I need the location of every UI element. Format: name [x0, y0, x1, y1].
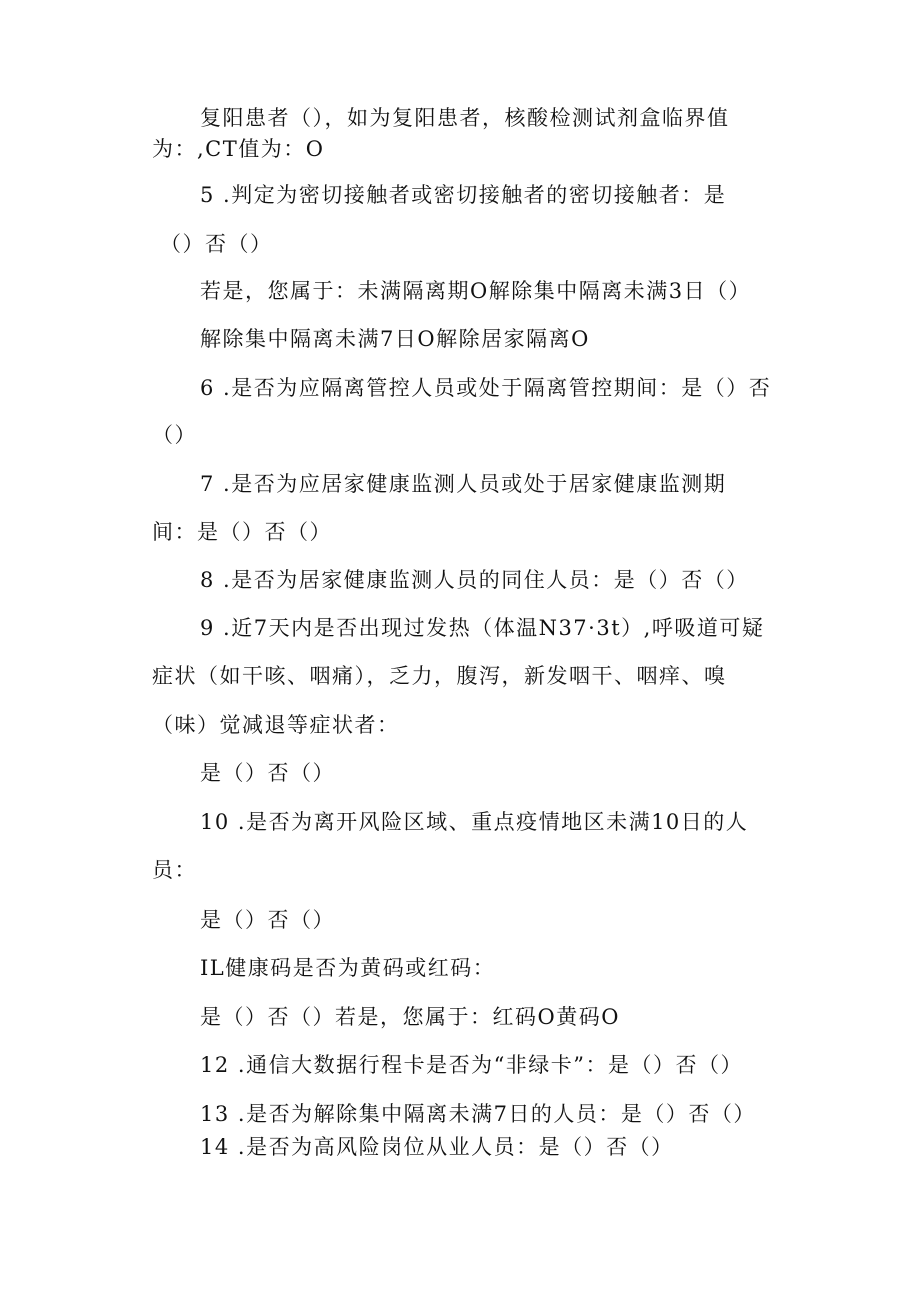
text-line-11: 8 .是否为居家健康监测人员的同住人员：是（）否（） [200, 568, 749, 592]
text-line-9: 7 .是否为应居家健康监测人员或处于居家健康监测期 [200, 472, 727, 496]
text-line-2: 为：,CT值为：O [152, 137, 325, 161]
text-line-15: 是（）否（） [200, 761, 335, 785]
text-line-17: 员： [152, 858, 197, 882]
text-line-5: 若是，您属于：未满隔离期O解除集中隔离未满3日（） [200, 279, 752, 303]
text-line-12: 9 .近7天内是否出现过发热（体温N37·3t）,呼吸道可疑 [200, 616, 765, 640]
text-line-7: 6 .是否为应隔离管控人员或处于隔离管控期间：是（）否 [200, 376, 772, 400]
text-line-16: 10 .是否为离开风险区域、重点疫情地区未满10日的人 [200, 810, 749, 834]
text-line-13: 症状（如干咳、咽痛），乏力，腹泻，新发咽干、咽痒、嗅 [152, 664, 727, 688]
text-line-19: IL健康码是否为黄码或红码： [200, 956, 496, 980]
text-line-6: 解除集中隔离未满7日O解除居家隔离O [200, 327, 590, 351]
text-line-4: （）否（） [160, 232, 273, 256]
text-line-22: 13 .是否为解除集中隔离未满7日的人员：是（）否（） [200, 1102, 756, 1126]
text-line-1: 复阳患者（），如为复阳患者，核酸检测试剂盒临界值 [200, 106, 730, 130]
text-line-21: 12 .通信大数据行程卡是否为“非绿卡”：是（）否（） [200, 1053, 744, 1077]
text-line-20: 是（）否（）若是，您属于：红码O黄码O [200, 1005, 620, 1029]
text-line-23: 14 .是否为高风险岗位从业人员：是（）否（） [200, 1135, 674, 1159]
text-line-8: （） [152, 423, 197, 447]
text-line-18: 是（）否（） [200, 908, 335, 932]
text-line-3: 5 .判定为密切接触者或密切接触者的密切接触者：是 [200, 183, 727, 207]
text-line-10: 间：是（）否（） [152, 520, 332, 544]
text-line-14: （味）觉减退等症状者： [152, 713, 400, 737]
